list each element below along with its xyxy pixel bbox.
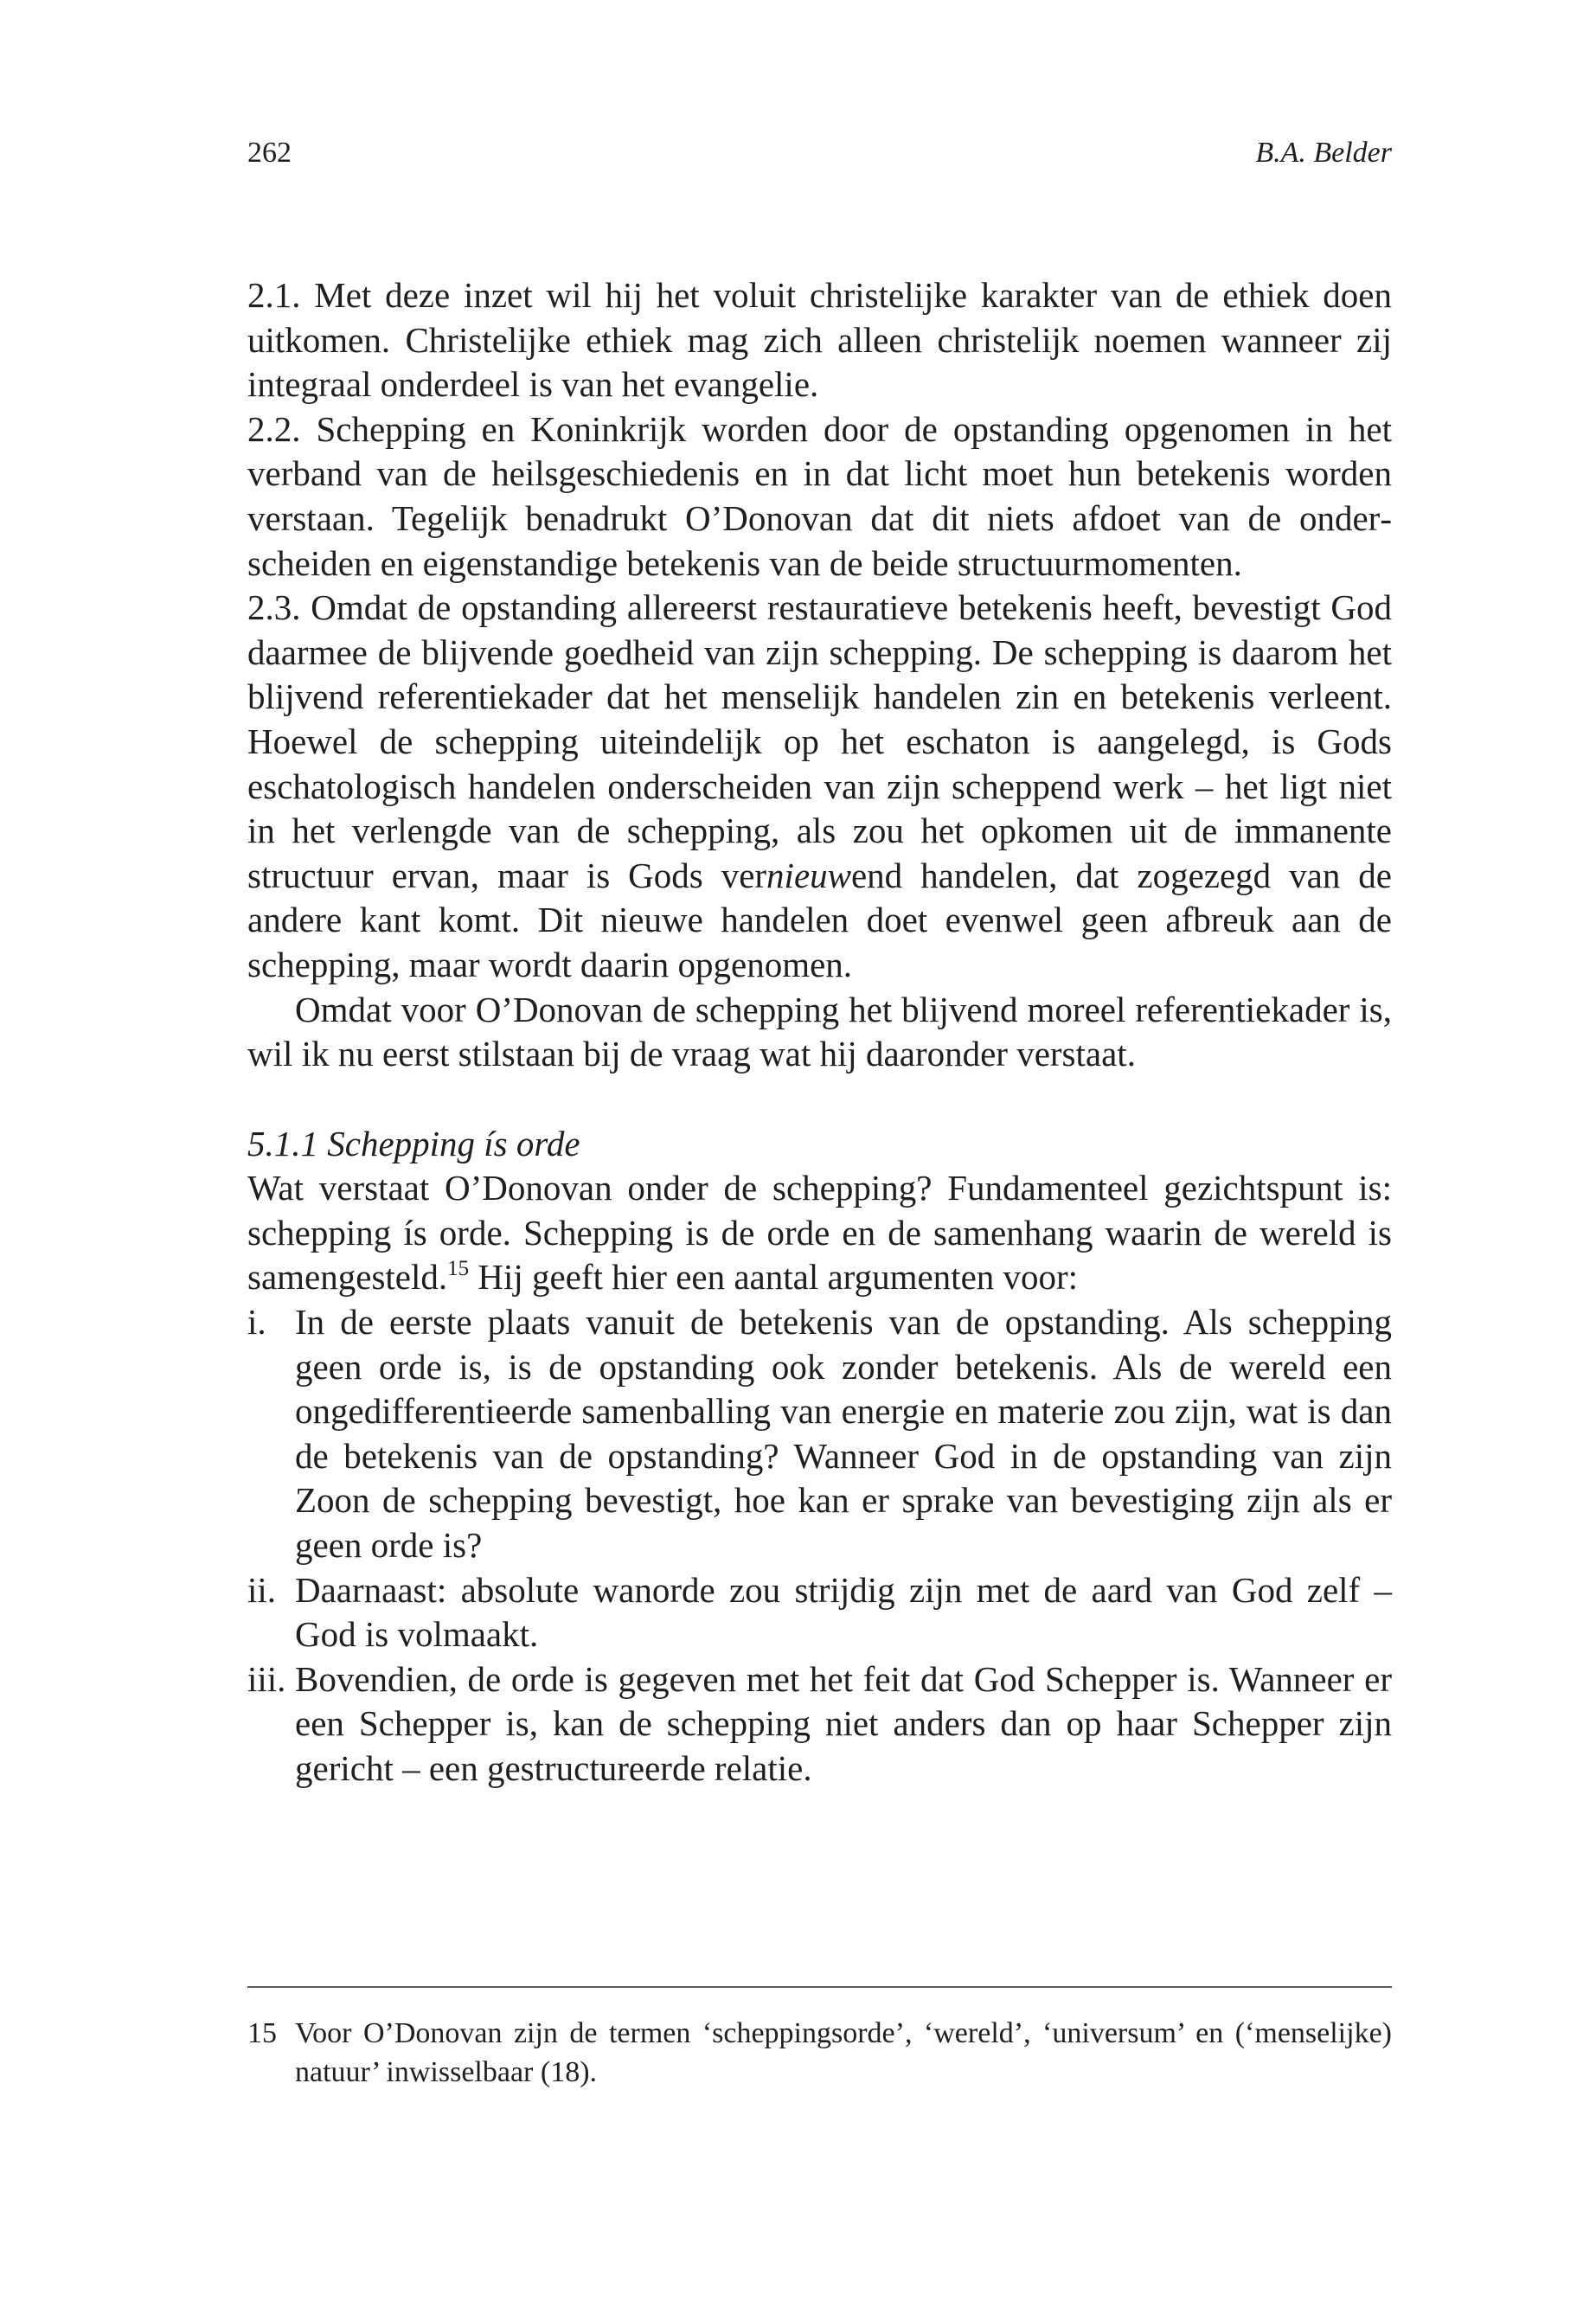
footnote	[247, 2014, 1392, 2092]
paragraph-2-3	[247, 586, 1392, 987]
paragraph-2-3-text-a: 2.3. Omdat de opstanding allereerst restauratieve betekenis heeft, bevestigt God daarmee de blijvende goedheid van zijn schepping. De schepping is daarom het blijvend referentiekader dat het menselijk handelen zin en betekenis verleent. Hoewel de schepping uiteindelijk op het eschaton is aangelegd, is Gods eschatologisch handelen onderscheiden van zijn scheppend werk – het ligt niet in het verlengde van de schepping, als zou het opkomen uit de immanente structuur ervan, maar is Gods ver	[247, 587, 1392, 895]
emphasis-nieuw: nieuw	[766, 855, 851, 895]
paragraph-2-2: 2.2. Schepping en Koninkrijk worden door de opstanding opgenomen in het verband van de heilsgeschiedenis en in dat licht moet hun betekenis worden verstaan. Tegelijk benadrukt O’Donovan dat dit niets afdoet van de onderscheiden en eigenstandige betekenis van de beide structuurmomenten.	[247, 408, 1392, 583]
section-spacer	[247, 1077, 1392, 1122]
list-item	[247, 1568, 1392, 1657]
page-number: 262	[247, 137, 292, 169]
list-item	[247, 1300, 1392, 1568]
paragraph-2-1: 2.1. Met deze inzet wil hij het voluit christelijke karakter van de ethiek doen uitkomen. Christelijke ethiek mag zich alleen christelijk noemen wanneer zij integraal onderdeel is van het evangelie.	[247, 275, 1392, 405]
paragraph-2-3-text-b: end handelen, dat zogezegd van de andere kant komt. Dit nieuwe handelen doet evenwel geen afbreuk aan de schepping, maar wordt daarin opgenomen.	[247, 855, 1392, 984]
footnote-reference[interactable]: 15	[447, 1257, 470, 1281]
list-item-text: Bovendien, de orde is gegeven met het feit dat God Schepper is. Wanneer er een Schepper is, kan de schepping niet anders dan op haar Schepper zijn gericht – een gestructureerde relatie.	[295, 1658, 1392, 1788]
footnote-divider	[247, 1986, 1392, 1988]
list-marker: i.	[247, 1302, 266, 1343]
list-item	[247, 1657, 1392, 1791]
list-marker: ii.	[247, 1569, 277, 1610]
list-marker: iii.	[247, 1658, 286, 1699]
list-item-text: In de eerste plaats vanuit de betekenis van de opstanding. Als schepping geen orde is, is de opstanding ook zonder betekenis. Als de wereld een ongedifferentieerde samenballing van energie en materie zou zijn, wat is dan de betekenis van de opstanding? Wanneer God in de opstanding van zijn Zoon de schepping bevestigt, hoe kan er sprake van bevestiging zijn als er geen orde is?	[295, 1302, 1392, 1566]
footnote-number: 15	[247, 2017, 277, 2049]
paragraph-intro: Omdat voor O’Donovan de schepping het blijvend moreel referentiekader is, wil ik nu eerst stilstaan bij de vraag wat hij daaronder verstaat.	[247, 989, 1392, 1074]
section-text-cont: Hij geeft hier een aantal argumenten voor:	[469, 1257, 1079, 1298]
section-heading: 5.1.1 Schepping ís orde	[247, 1123, 580, 1163]
running-header	[247, 137, 1392, 180]
argument-list	[247, 1300, 1392, 1791]
body-text	[247, 273, 1392, 1791]
list-item-text: Daarnaast: absolute wanorde zou strijdig zijn met de aard van God zelf – God is volmaakt.	[295, 1569, 1392, 1655]
footnote-text: Voor O’Donovan zijn de termen ‘scheppingsorde’, ‘wereld’, ‘universum’ en (‘menselijke) natuur’ inwisselbaar (18).	[295, 2017, 1392, 2088]
running-author: B.A. Belder	[1255, 137, 1392, 169]
section-paragraph	[247, 1166, 1392, 1300]
section-text: Wat verstaat O’Donovan onder de schepping? Fundamenteel gezichtspunt is: schepping ís orde. Schepping is de orde en de samenhang waarin de wereld is samengesteld.	[247, 1168, 1392, 1298]
